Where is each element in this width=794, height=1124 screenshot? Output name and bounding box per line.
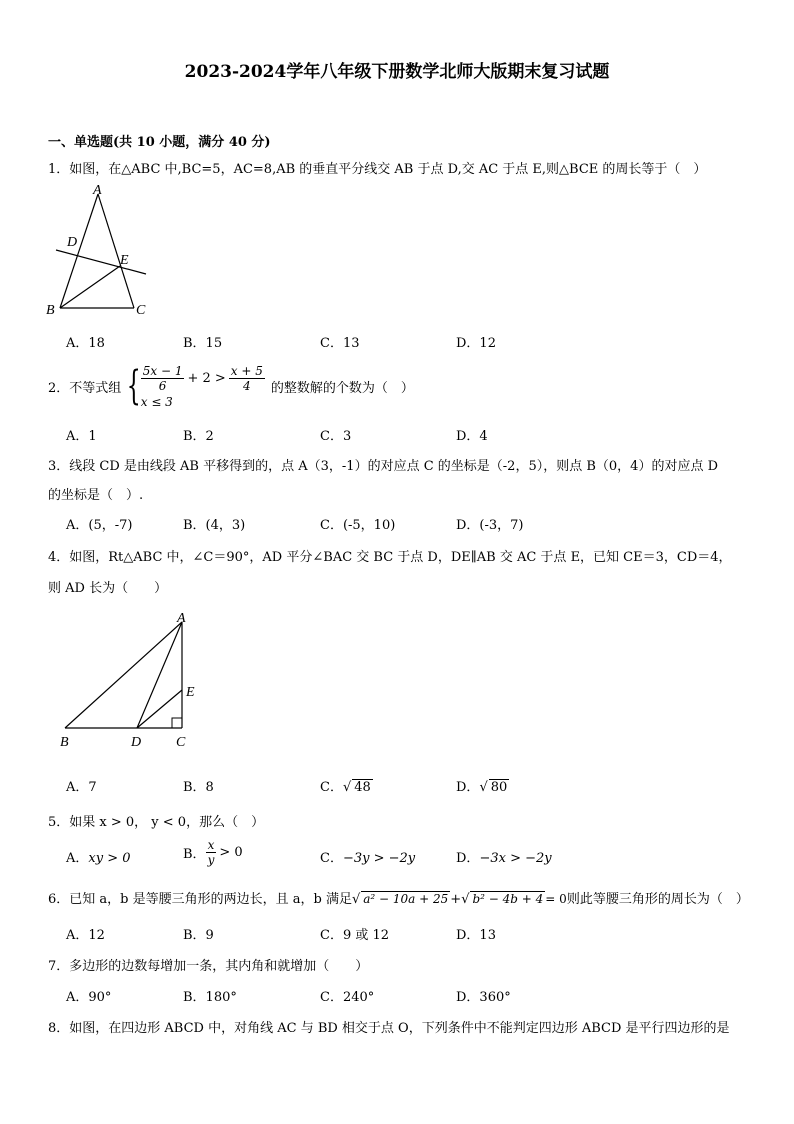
- q6-option-b[interactable]: B．9: [183, 928, 214, 943]
- fig1-label-b: B: [46, 303, 55, 318]
- q5-option-a-expr: xy > 0: [88, 851, 131, 866]
- question-4-figure: [55, 610, 205, 755]
- q2-num1: 5x − 1: [142, 363, 183, 378]
- q5-option-b-num: x: [207, 838, 215, 852]
- q2-num2: x + 5: [230, 363, 263, 378]
- question-1-figure: [40, 180, 160, 320]
- q2-mid: + 2 >: [187, 370, 226, 386]
- q6-plus: +: [450, 892, 462, 907]
- fig1-label-d: D: [67, 235, 78, 250]
- fig4-label-a: A: [177, 611, 186, 626]
- question-1-text: 1．如图，在△ABC 中,BC=5，AC=8,AB 的垂直平分线交 AB 于点 D,交 AC 于点 E,则△BCE 的周长等于（ ）: [48, 162, 707, 177]
- q5-option-b-tail: > 0: [219, 845, 243, 860]
- q6-radicand-2: b² − 4b + 4: [472, 892, 544, 906]
- q5-option-c-label: C．: [320, 851, 343, 866]
- q4-option-a[interactable]: A．7: [66, 780, 97, 795]
- fig4-label-b: B: [60, 735, 69, 750]
- q2-option-a[interactable]: A．1: [66, 429, 97, 444]
- q3-option-d[interactable]: D．(-3，7): [456, 518, 524, 533]
- q2-den1: 6: [158, 378, 167, 393]
- fig4-label-d: D: [131, 735, 142, 750]
- q4-option-b[interactable]: B．8: [183, 780, 214, 795]
- q4-option-d-radicand: 80: [490, 780, 508, 795]
- q2-option-b[interactable]: B．2: [183, 429, 214, 444]
- q7-option-c[interactable]: C．240°: [320, 990, 375, 1005]
- q7-option-d[interactable]: D．360°: [456, 990, 511, 1005]
- q6-option-a[interactable]: A．12: [66, 928, 105, 943]
- q4-option-c-label: C．: [320, 780, 343, 795]
- q4-option-c-radicand: 48: [354, 780, 371, 795]
- q3-option-b[interactable]: B．(4，3): [183, 518, 246, 533]
- q1-option-a[interactable]: A．18: [66, 336, 105, 351]
- fig1-label-a: A: [93, 183, 102, 198]
- q3-option-c[interactable]: C．(-5，10): [320, 518, 396, 533]
- q2-suffix: 的整数解的个数为（ ）: [270, 380, 414, 396]
- fig4-label-c: C: [176, 735, 186, 750]
- q2-prefix: 2．不等式组: [48, 380, 122, 396]
- question-5-text: 5．如果 x > 0， y < 0，那么（ ）: [48, 815, 265, 830]
- q5-option-d-label: D．: [456, 851, 480, 866]
- question-8-text: 8．如图，在四边形 ABCD 中，对角线 AC 与 BD 相交于点 O，下列条件中不能判定四边形 ABCD 是平行四边形的是: [48, 1021, 730, 1036]
- q2-system: [141, 364, 265, 409]
- q5-option-c[interactable]: [320, 847, 415, 866]
- q2-option-d[interactable]: D．4: [456, 429, 488, 444]
- q5-option-d-expr: −3x > −2y: [479, 851, 552, 866]
- q4-option-c[interactable]: C．√ 48: [320, 780, 371, 795]
- question-6: 6．已知 a，b 是等腰三角形的两边长，且 a，b 满足√ a² − 10a + 25 +√ b² − 4b + 4 = 0则此等腰三角形的周长为（ ）: [48, 892, 749, 907]
- page-title: 2023-2024学年八年级下册数学北师大版期末复习试题: [184, 62, 610, 82]
- q1-option-d[interactable]: D．12: [456, 336, 496, 351]
- question-3-line1: 3．线段 CD 是由线段 AB 平移得到的，点 A（3，-1）的对应点 C 的坐标是（-2，5），则点 B（0，4）的对应点 D: [48, 459, 718, 474]
- q6-radicand-1: a² − 10a + 25: [363, 892, 449, 906]
- q5-option-b-label: B．: [183, 847, 206, 862]
- q5-option-c-expr: −3y > −2y: [342, 851, 416, 866]
- q1-option-b[interactable]: B．15: [183, 336, 223, 351]
- fig1-label-e: E: [120, 253, 129, 268]
- question-3-line2: 的坐标是（ ）.: [48, 488, 144, 503]
- q3-option-a[interactable]: A．(5，-7): [66, 518, 133, 533]
- question-4-line1: 4．如图，Rt△ABC 中，∠C＝90°，AD 平分∠BAC 交 BC 于点 D，DE∥AB 交 AC 于点 E，已知 CE＝3，CD＝4，: [48, 550, 732, 565]
- q7-option-a[interactable]: A．90°: [66, 990, 112, 1005]
- q5-option-a[interactable]: [66, 847, 131, 866]
- question-2: [48, 356, 414, 416]
- q1-option-c[interactable]: C．13: [320, 336, 360, 351]
- q2-den2: 4: [243, 378, 251, 393]
- question-7-text: 7．多边形的边数每增加一条，其内角和就增加（ ）: [48, 959, 369, 974]
- fig1-label-c: C: [136, 303, 146, 318]
- q5-option-b-den: y: [207, 853, 215, 867]
- fig4-label-e: E: [186, 685, 195, 700]
- q5-option-a-label: A．: [66, 851, 89, 866]
- q2-ineq2: x ≤ 3: [140, 394, 173, 409]
- q5-option-d[interactable]: [456, 847, 552, 866]
- section-heading: 一、单选题(共 10 小题，满分 40 分): [48, 135, 271, 150]
- q2-brace: {: [127, 363, 142, 409]
- q7-option-b[interactable]: B．180°: [183, 990, 237, 1005]
- question-4-line2: 则 AD 长为（ ）: [48, 581, 168, 596]
- q6-option-d[interactable]: D．13: [456, 928, 496, 943]
- q2-option-c[interactable]: C．3: [320, 429, 352, 444]
- q6-prefix: 6．已知 a，b 是等腰三角形的两边长，且 a，b 满足: [48, 892, 352, 907]
- q4-option-d-label: D．: [456, 780, 480, 795]
- q6-option-c[interactable]: C．9 或 12: [320, 928, 390, 943]
- q4-option-d[interactable]: D．√ 80: [456, 780, 508, 795]
- q5-option-b[interactable]: [183, 838, 243, 867]
- q6-suffix: 则此等腰三角形的周长为（ ）: [566, 892, 749, 907]
- q6-equals: = 0: [545, 892, 567, 906]
